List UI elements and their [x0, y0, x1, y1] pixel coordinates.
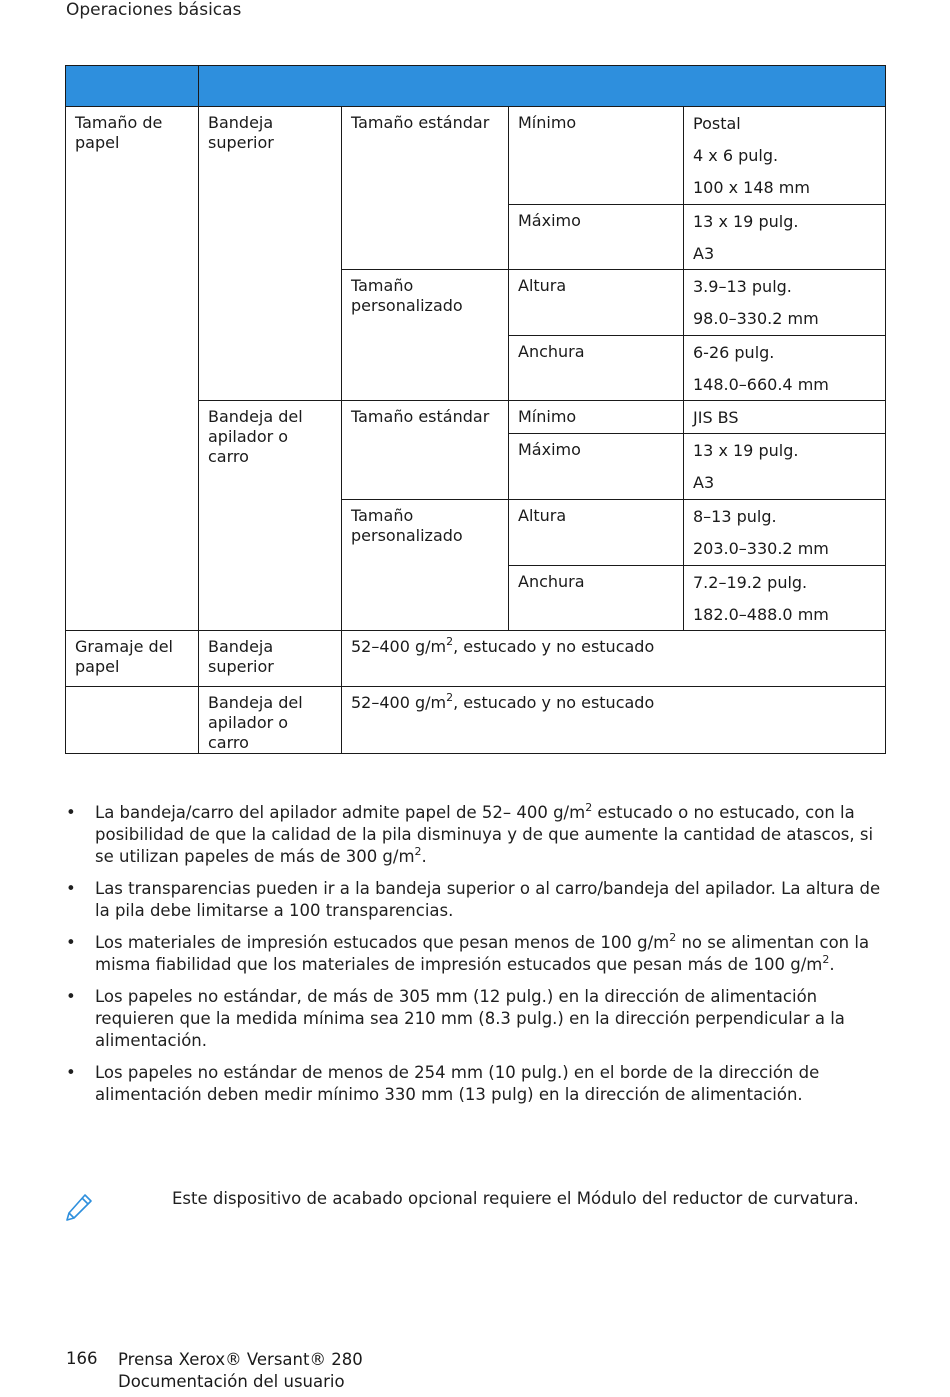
stacker-tray-label: Bandeja del apilador o carro — [199, 401, 342, 631]
list-item: • Los papeles no estándar, de más de 305 mm (12 pulg.) en la dirección de alimentación requieren que la medida mínima sea 210 mm (8.3 pulg.) en la dirección perpendicular a la alimentación. — [66, 987, 845, 1050]
footer-product: Prensa Xerox® Versant® 280 — [118, 1350, 363, 1369]
top-cust-width-value: 6-26 pulg. 148.0–660.4 mm — [684, 336, 886, 401]
weight-top-tray-label: Bandeja superior — [199, 631, 342, 687]
weight-stacker-tray-value: 52–400 $g/m^2$, estucado y no estucado — [342, 687, 886, 754]
header-cell-2 — [199, 66, 886, 107]
stk-std-min-label: Mínimo — [509, 401, 684, 434]
stk-standard-size-label: Tamaño estándar — [342, 401, 509, 500]
top-std-min-label: Mínimo — [509, 107, 684, 205]
top-cust-height-label: Altura — [509, 270, 684, 336]
stk-cust-width-value: 7.2–19.2 pulg. 182.0–488.0 mm — [684, 566, 886, 631]
top-std-max-label: Máximo — [509, 205, 684, 270]
pencil-icon — [64, 1192, 94, 1222]
footer-doc: Documentación del usuario — [118, 1372, 345, 1391]
page-number: 166 — [66, 1349, 98, 1368]
paper-spec-table — [65, 65, 886, 754]
list-item: • Los papeles no estándar de menos de 254 mm (10 pulg.) en el borde de la dirección de alimentación deben medir mínimo 330 mm (13 pulg) en la dirección de alimentación. — [66, 1063, 820, 1104]
note-text: Este dispositivo de acabado opcional requiere el Módulo del reductor de curvatura. — [172, 1189, 859, 1208]
top-std-max-value: 13 x 19 pulg. A3 — [684, 205, 886, 270]
list-item: • Los materiales de impresión estucados que pesan menos de 100 $g/m^2$ no se alimentan con la misma fiabilidad que los materiales de impresión estucados que pesan más de 100 $g/m^2$. — [66, 930, 870, 974]
notes-list — [66, 802, 888, 1116]
stk-cust-width-label: Anchura — [509, 566, 684, 631]
weight-top-tray-value: 52–400 $g/m^2$, estucado y no estucado — [342, 631, 886, 687]
stk-std-max-value: 13 x 19 pulg. A3 — [684, 434, 886, 500]
top-standard-size-label: Tamaño estándar — [342, 107, 509, 270]
stk-cust-height-value: 8–13 pulg. 203.0–330.2 mm — [684, 500, 886, 566]
stk-std-min-value: JIS BS — [684, 401, 886, 434]
running-header: Operaciones básicas — [66, 0, 242, 20]
list-item: • Las transparencias pueden ir a la bandeja superior o al carro/bandeja del apilador. La altura de la pila debe limitarse a 100 transparencias. — [66, 879, 881, 920]
stk-cust-height-label: Altura — [509, 500, 684, 566]
top-tray-label: Bandeja superior — [199, 107, 342, 401]
header-cell-1 — [66, 66, 199, 107]
stk-std-max-label: Máximo — [509, 434, 684, 500]
footer-title — [118, 1349, 363, 1393]
weight-stacker-tray-label: Bandeja del apilador o carro — [199, 687, 342, 754]
top-custom-size-label: Tamaño personalizado — [342, 270, 509, 401]
table-header-row — [66, 66, 886, 107]
top-cust-height-value: 3.9–13 pulg. 98.0–330.2 mm — [684, 270, 886, 336]
list-item: • La bandeja/carro del apilador admite papel de 52– 400 $g/m^2$ estucado o no estucado, con la posibilidad de que la calidad de la pila disminuya y de que aumente la cantidad de atascos, si se utilizan papeles de más de 300 $g/m^2$. — [66, 800, 874, 866]
empty-cell — [66, 687, 199, 754]
paper-weight-label: Gramaje del papel — [66, 631, 199, 687]
stk-custom-size-label: Tamaño personalizado — [342, 500, 509, 631]
top-cust-width-label: Anchura — [509, 336, 684, 401]
paper-size-label: Tamaño de papel — [66, 107, 199, 631]
top-std-min-value: Postal 4 x 6 pulg. 100 x 148 mm — [684, 107, 886, 205]
